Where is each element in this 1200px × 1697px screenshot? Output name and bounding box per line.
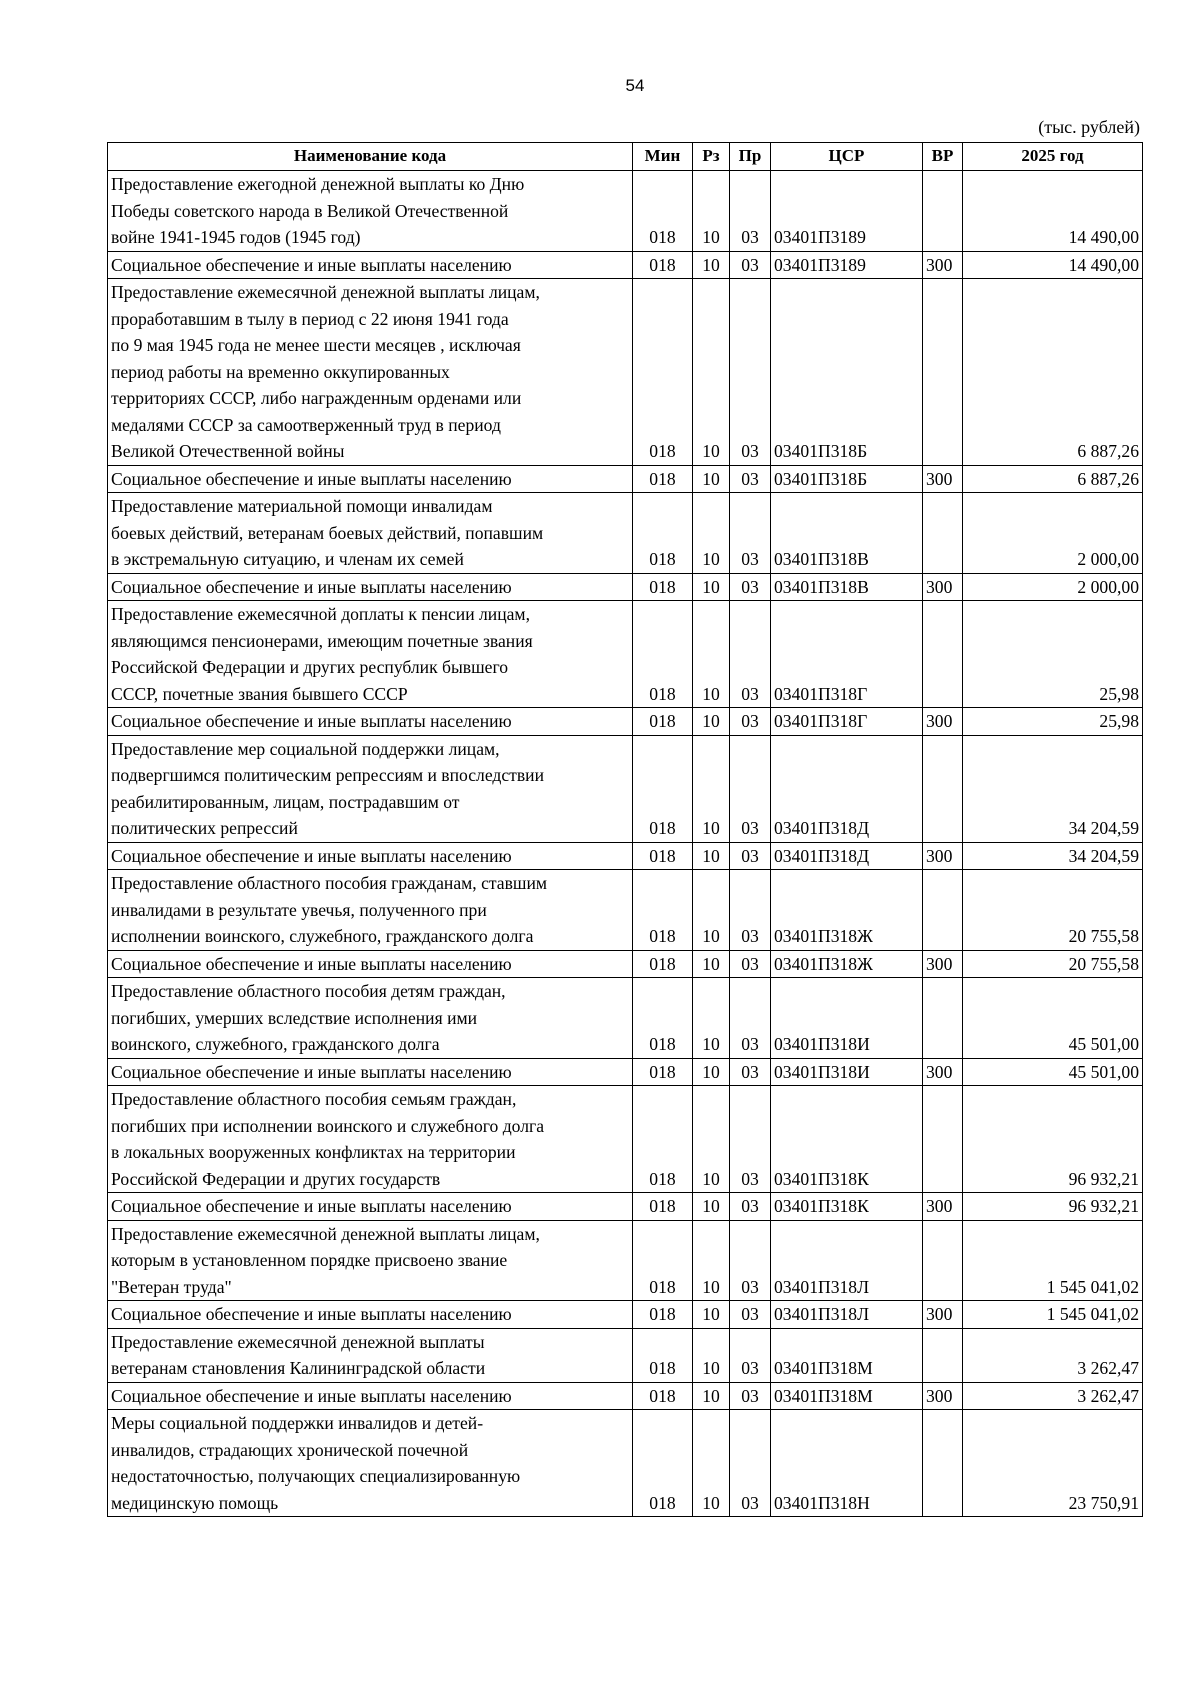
- cell-rz: 10: [693, 1086, 730, 1193]
- cell-vr: 300: [923, 1058, 963, 1086]
- cell-sum: 2 000,00: [963, 493, 1143, 574]
- cell-name: [108, 1220, 633, 1301]
- cell-pr: 03: [730, 842, 771, 870]
- cell-csr: 03401П318М: [771, 1382, 923, 1410]
- cell-pr: 03: [730, 1220, 771, 1301]
- header-min: Мин: [633, 143, 693, 171]
- cell-pr: 03: [730, 279, 771, 466]
- cell-min: 018: [633, 1086, 693, 1193]
- cell-csr: 03401П318В: [771, 493, 923, 574]
- cell-name: [108, 1410, 633, 1517]
- cell-csr: 03401П318Г: [771, 708, 923, 736]
- cell-csr: 03401П318К: [771, 1193, 923, 1221]
- cell-rz: 10: [693, 601, 730, 708]
- cell-min: 018: [633, 735, 693, 842]
- cell-csr: 03401П318В: [771, 573, 923, 601]
- cell-sum: 14 490,00: [963, 171, 1143, 252]
- cell-sum: 25,98: [963, 601, 1143, 708]
- cell-vr: [923, 1220, 963, 1301]
- cell-csr: 03401П318Д: [771, 842, 923, 870]
- header-pr: Пр: [730, 143, 771, 171]
- cell-min: 018: [633, 842, 693, 870]
- table-row: [108, 465, 1143, 493]
- header-csr: ЦСР: [771, 143, 923, 171]
- cell-sum: 3 262,47: [963, 1382, 1143, 1410]
- table-row: [108, 1193, 1143, 1221]
- cell-sum: 25,98: [963, 708, 1143, 736]
- row-name-text: Предоставление областного пособия гражданам, ставшим инвалидами в результате увечья, полученного при исполнении воинского, служебного, гражданского долга: [111, 873, 548, 946]
- cell-sum: 34 204,59: [963, 842, 1143, 870]
- cell-min: 018: [633, 279, 693, 466]
- cell-csr: 03401П318Г: [771, 601, 923, 708]
- row-name-text: Предоставление областного пособия семьям граждан, погибших при исполнении воинского и служебного долга в локальных вооруженных конфликтах на территории Российской Федерации и других государств: [111, 1089, 545, 1189]
- cell-sum: 34 204,59: [963, 735, 1143, 842]
- cell-pr: 03: [730, 735, 771, 842]
- cell-min: 018: [633, 601, 693, 708]
- cell-csr: 03401П318М: [771, 1328, 923, 1382]
- cell-sum: 14 490,00: [963, 251, 1143, 279]
- table-row: [108, 708, 1143, 736]
- cell-min: 018: [633, 870, 693, 951]
- cell-vr: 300: [923, 842, 963, 870]
- cell-min: 018: [633, 573, 693, 601]
- cell-pr: 03: [730, 573, 771, 601]
- table-row: [108, 493, 1143, 574]
- row-name-text: Предоставление ежемесячной денежной выплаты ветеранам становления Калининградской области: [111, 1331, 486, 1378]
- row-name-text: Социальное обеспечение и иные выплаты населению: [111, 254, 512, 275]
- cell-vr: [923, 1410, 963, 1517]
- cell-rz: 10: [693, 1328, 730, 1382]
- page-number: 54: [625, 76, 645, 95]
- cell-sum: 6 887,26: [963, 465, 1143, 493]
- row-name-text: Предоставление ежегодной денежной выплаты ко Дню Победы советского народа в Великой Отечественной войне 1941-1945 годов (1945 год): [111, 174, 525, 247]
- header-rz: Рз: [693, 143, 730, 171]
- cell-vr: [923, 601, 963, 708]
- cell-name: [108, 1301, 633, 1329]
- table-row: [108, 735, 1143, 842]
- cell-pr: 03: [730, 978, 771, 1059]
- cell-sum: 23 750,91: [963, 1410, 1143, 1517]
- cell-name: [108, 573, 633, 601]
- cell-pr: 03: [730, 708, 771, 736]
- cell-min: 018: [633, 1382, 693, 1410]
- table-row: [108, 251, 1143, 279]
- cell-csr: 03401П3189: [771, 251, 923, 279]
- table-row: [108, 842, 1143, 870]
- cell-rz: 10: [693, 870, 730, 951]
- cell-rz: 10: [693, 279, 730, 466]
- cell-pr: 03: [730, 1086, 771, 1193]
- cell-rz: 10: [693, 573, 730, 601]
- cell-rz: 10: [693, 171, 730, 252]
- cell-vr: [923, 279, 963, 466]
- cell-min: 018: [633, 708, 693, 736]
- cell-name: [108, 1086, 633, 1193]
- header-year: 2025 год: [963, 143, 1143, 171]
- cell-name: [108, 1193, 633, 1221]
- cell-name: [108, 493, 633, 574]
- cell-rz: 10: [693, 950, 730, 978]
- row-name-text: Социальное обеспечение и иные выплаты населению: [111, 1304, 512, 1324]
- cell-sum: 45 501,00: [963, 978, 1143, 1059]
- cell-vr: 300: [923, 573, 963, 601]
- table-row: [108, 1382, 1143, 1410]
- cell-csr: 03401П318Ж: [771, 950, 923, 978]
- cell-name: [108, 279, 633, 466]
- cell-sum: 1 545 041,02: [963, 1220, 1143, 1301]
- cell-sum: 96 932,21: [963, 1193, 1143, 1221]
- cell-min: 018: [633, 251, 693, 279]
- cell-rz: 10: [693, 1301, 730, 1329]
- cell-vr: 300: [923, 1301, 963, 1329]
- cell-csr: 03401П318К: [771, 1086, 923, 1193]
- table-row: [108, 950, 1143, 978]
- cell-name: [108, 950, 633, 978]
- cell-csr: 03401П318Л: [771, 1301, 923, 1329]
- table-row: [108, 870, 1143, 951]
- cell-csr: 03401П318И: [771, 978, 923, 1059]
- cell-pr: 03: [730, 870, 771, 951]
- cell-name: [108, 171, 633, 252]
- cell-vr: [923, 493, 963, 574]
- cell-rz: 10: [693, 1220, 730, 1301]
- units-label: (тыс. рублей): [1038, 117, 1140, 137]
- cell-pr: 03: [730, 950, 771, 978]
- row-name-text: Социальное обеспечение и иные выплаты населению: [111, 1385, 512, 1406]
- row-name-text: Социальное обеспечение и иные выплаты населению: [111, 845, 512, 866]
- cell-csr: 03401П318Б: [771, 279, 923, 466]
- cell-sum: 20 755,58: [963, 950, 1143, 978]
- row-name-text: Предоставление ежемесячной денежной выплаты лицам, которым в установленном порядке присвоено звание "Ветеран труда": [111, 1223, 540, 1297]
- table-row: [108, 1301, 1143, 1329]
- cell-vr: 300: [923, 465, 963, 493]
- cell-csr: 03401П318Б: [771, 465, 923, 493]
- cell-sum: 2 000,00: [963, 573, 1143, 601]
- cell-rz: 10: [693, 708, 730, 736]
- table-row: [108, 1410, 1143, 1517]
- row-name-text: Предоставление областного пособия детям граждан, погибших, умерших вследствие исполнения ими воинского, служебного, гражданского долга: [111, 981, 506, 1054]
- cell-min: 018: [633, 171, 693, 252]
- cell-name: [108, 978, 633, 1059]
- cell-sum: 96 932,21: [963, 1086, 1143, 1193]
- cell-csr: 03401П318И: [771, 1058, 923, 1086]
- cell-vr: [923, 171, 963, 252]
- table-row: [108, 279, 1143, 466]
- row-name-text: Социальное обеспечение и иные выплаты населению: [111, 1061, 512, 1082]
- row-name-text: Предоставление ежемесячной доплаты к пенсии лицам, являющимся пенсионерами, имеющим почетные звания Российской Федерации и других республик бывшего СССР, почетные звания бывшего СССР: [111, 604, 533, 704]
- cell-pr: 03: [730, 1382, 771, 1410]
- table-row: [108, 1086, 1143, 1193]
- cell-name: [108, 1382, 633, 1410]
- cell-vr: [923, 1328, 963, 1382]
- cell-pr: 03: [730, 251, 771, 279]
- cell-pr: 03: [730, 601, 771, 708]
- cell-vr: [923, 735, 963, 842]
- cell-rz: 10: [693, 465, 730, 493]
- cell-min: 018: [633, 950, 693, 978]
- cell-vr: 300: [923, 1193, 963, 1221]
- cell-name: [108, 1328, 633, 1382]
- cell-vr: [923, 870, 963, 951]
- cell-sum: 6 887,26: [963, 279, 1143, 466]
- header-vr: ВР: [923, 143, 963, 171]
- table-row: [108, 978, 1143, 1059]
- cell-name: [108, 870, 633, 951]
- cell-name: [108, 842, 633, 870]
- cell-pr: 03: [730, 465, 771, 493]
- cell-min: 018: [633, 1058, 693, 1086]
- cell-pr: 03: [730, 1301, 771, 1329]
- row-name-text: Предоставление мер социальной поддержки лицам, подвергшимся политическим репрессиям и впоследствии реабилитированным, лицам, пострадавшим от политических репрессий: [111, 738, 545, 838]
- cell-rz: 10: [693, 493, 730, 574]
- cell-name: [108, 601, 633, 708]
- cell-sum: 3 262,47: [963, 1328, 1143, 1382]
- cell-min: 018: [633, 493, 693, 574]
- budget-table: [107, 142, 1143, 1517]
- cell-vr: 300: [923, 708, 963, 736]
- cell-rz: 10: [693, 251, 730, 279]
- cell-csr: 03401П318Н: [771, 1410, 923, 1517]
- cell-sum: 1 545 041,02: [963, 1301, 1143, 1329]
- table-row: [108, 1328, 1143, 1382]
- table-row: [108, 1220, 1143, 1301]
- cell-rz: 10: [693, 1193, 730, 1221]
- row-name-text: Социальное обеспечение и иные выплаты населению: [111, 1196, 512, 1216]
- cell-csr: 03401П3189: [771, 171, 923, 252]
- cell-pr: 03: [730, 1328, 771, 1382]
- cell-name: [108, 1058, 633, 1086]
- cell-rz: 10: [693, 735, 730, 842]
- cell-min: 018: [633, 1328, 693, 1382]
- cell-vr: 300: [923, 251, 963, 279]
- cell-rz: 10: [693, 1382, 730, 1410]
- header-name: Наименование кода: [108, 143, 633, 171]
- cell-min: 018: [633, 978, 693, 1059]
- cell-rz: 10: [693, 842, 730, 870]
- cell-csr: 03401П318Д: [771, 735, 923, 842]
- cell-sum: 45 501,00: [963, 1058, 1143, 1086]
- cell-name: [108, 708, 633, 736]
- cell-pr: 03: [730, 493, 771, 574]
- row-name-text: Социальное обеспечение и иные выплаты населению: [111, 953, 512, 974]
- cell-rz: 10: [693, 978, 730, 1059]
- table-row: [108, 573, 1143, 601]
- table-row: [108, 171, 1143, 252]
- cell-pr: 03: [730, 1058, 771, 1086]
- cell-vr: 300: [923, 950, 963, 978]
- cell-rz: 10: [693, 1410, 730, 1517]
- table-row: [108, 1058, 1143, 1086]
- cell-vr: [923, 1086, 963, 1193]
- cell-min: 018: [633, 1220, 693, 1301]
- row-name-text: Социальное обеспечение и иные выплаты населению: [111, 711, 512, 731]
- cell-min: 018: [633, 1410, 693, 1517]
- cell-name: [108, 465, 633, 493]
- cell-name: [108, 251, 633, 279]
- table-row: [108, 601, 1143, 708]
- row-name-text: Предоставление ежемесячной денежной выплаты лицам, проработавшим в тылу в период с 22 июня 1941 года по 9 мая 1945 года не менее шести месяцев , исключая период работы на временно оккупированных территориях СССР, либо награжденным орденами или медалями СССР за самоотверженный труд в период Великой Отечественной войны: [111, 282, 540, 461]
- cell-min: 018: [633, 465, 693, 493]
- cell-pr: 03: [730, 1193, 771, 1221]
- cell-pr: 03: [730, 171, 771, 252]
- table-header-row: [108, 143, 1143, 171]
- table-body: [108, 171, 1143, 1517]
- cell-csr: 03401П318Ж: [771, 870, 923, 951]
- cell-rz: 10: [693, 1058, 730, 1086]
- cell-pr: 03: [730, 1410, 771, 1517]
- cell-sum: 20 755,58: [963, 870, 1143, 951]
- cell-min: 018: [633, 1301, 693, 1329]
- cell-min: 018: [633, 1193, 693, 1221]
- cell-csr: 03401П318Л: [771, 1220, 923, 1301]
- cell-vr: [923, 978, 963, 1059]
- row-name-text: Предоставление материальной помощи инвалидам боевых действий, ветеранам боевых действий, попавшим в экстремальную ситуацию, и членам их семей: [111, 496, 544, 569]
- row-name-text: Социальное обеспечение и иные выплаты населению: [111, 576, 512, 597]
- cell-vr: 300: [923, 1382, 963, 1410]
- cell-name: [108, 735, 633, 842]
- row-name-text: Меры социальной поддержки инвалидов и детей- инвалидов, страдающих хронической почечной недостаточностью, получающих специализированную медицинскую помощь: [111, 1413, 521, 1513]
- row-name-text: Социальное обеспечение и иные выплаты населению: [111, 468, 512, 489]
